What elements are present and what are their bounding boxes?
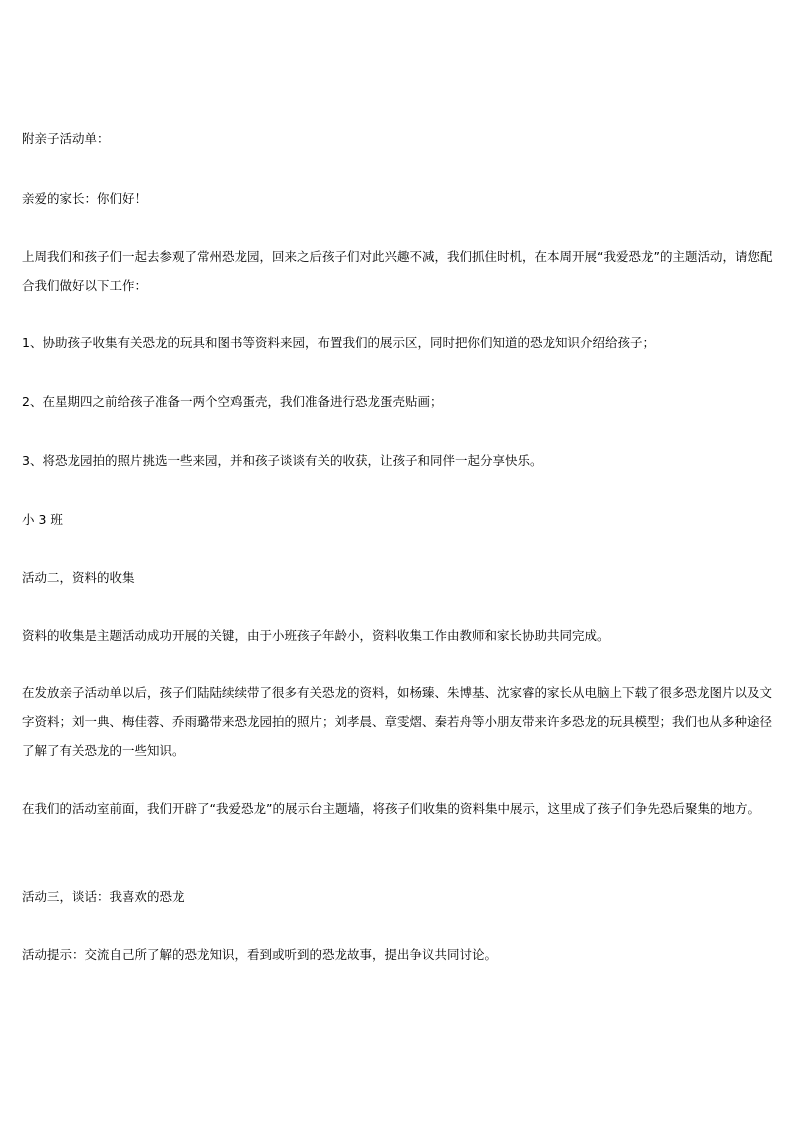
attachment-title: 附亲子活动单： — [22, 131, 110, 146]
task-item-3: 3、将恐龙园拍的照片挑选一些来园，并和孩子谈谈有关的收获，让孩子和同伴一起分享快乐。 — [22, 453, 543, 468]
task-item-1: 1、协助孩子收集有关恐龙的玩具和图书等资料来园，布置我们的展示区，同时把你们知道的恐龙知识介绍给孩子； — [22, 335, 655, 350]
activity-three-heading: 活动三，谈话：我喜欢的恐龙 — [22, 889, 185, 904]
materials-paragraph: 在发放亲子活动单以后，孩子们陆陆续续带了很多有关恐龙的资料，如杨臻、朱博基、沈家睿的家长从电脑上下载了很多恐龙图片以及文字资料；刘一典、梅佳蓉、乔雨璐带来恐龙园拍的照片；刘孝晨、章雯熠、秦若舟等小朋友带来许多恐龙的玩具模型；我们也从多种途径了解了有关恐龙的一些知识。 — [22, 685, 773, 758]
activity-tip-paragraph: 活动提示：交流自己所了解的恐龙知识，看到或听到的恐龙故事，提出争议共同讨论。 — [22, 947, 498, 962]
intro-paragraph: 上周我们和孩子们一起去参观了常州恐龙园，回来之后孩子们对此兴趣不减，我们抓住时机，在本周开展“我爱恐龙”的主题活动，请您配合我们做好以下工作： — [22, 249, 773, 293]
activity-two-heading: 活动二，资料的收集 — [22, 570, 135, 585]
greeting: 亲爱的家长：你们好！ — [22, 191, 148, 206]
class-signature: 小 3 班 — [22, 512, 63, 527]
display-wall-paragraph: 在我们的活动室前面，我们开辟了“我爱恐龙”的展示台主题墙，将孩子们收集的资料集中展示，这里成了孩子们争先恐后聚集的地方。 — [22, 801, 760, 816]
collection-paragraph: 资料的收集是主题活动成功开展的关键，由于小班孩子年龄小，资料收集工作由教师和家长协助共同完成。 — [22, 628, 610, 643]
task-item-2: 2、在星期四之前给孩子准备一两个空鸡蛋壳，我们准备进行恐龙蛋壳贴画； — [22, 394, 443, 409]
